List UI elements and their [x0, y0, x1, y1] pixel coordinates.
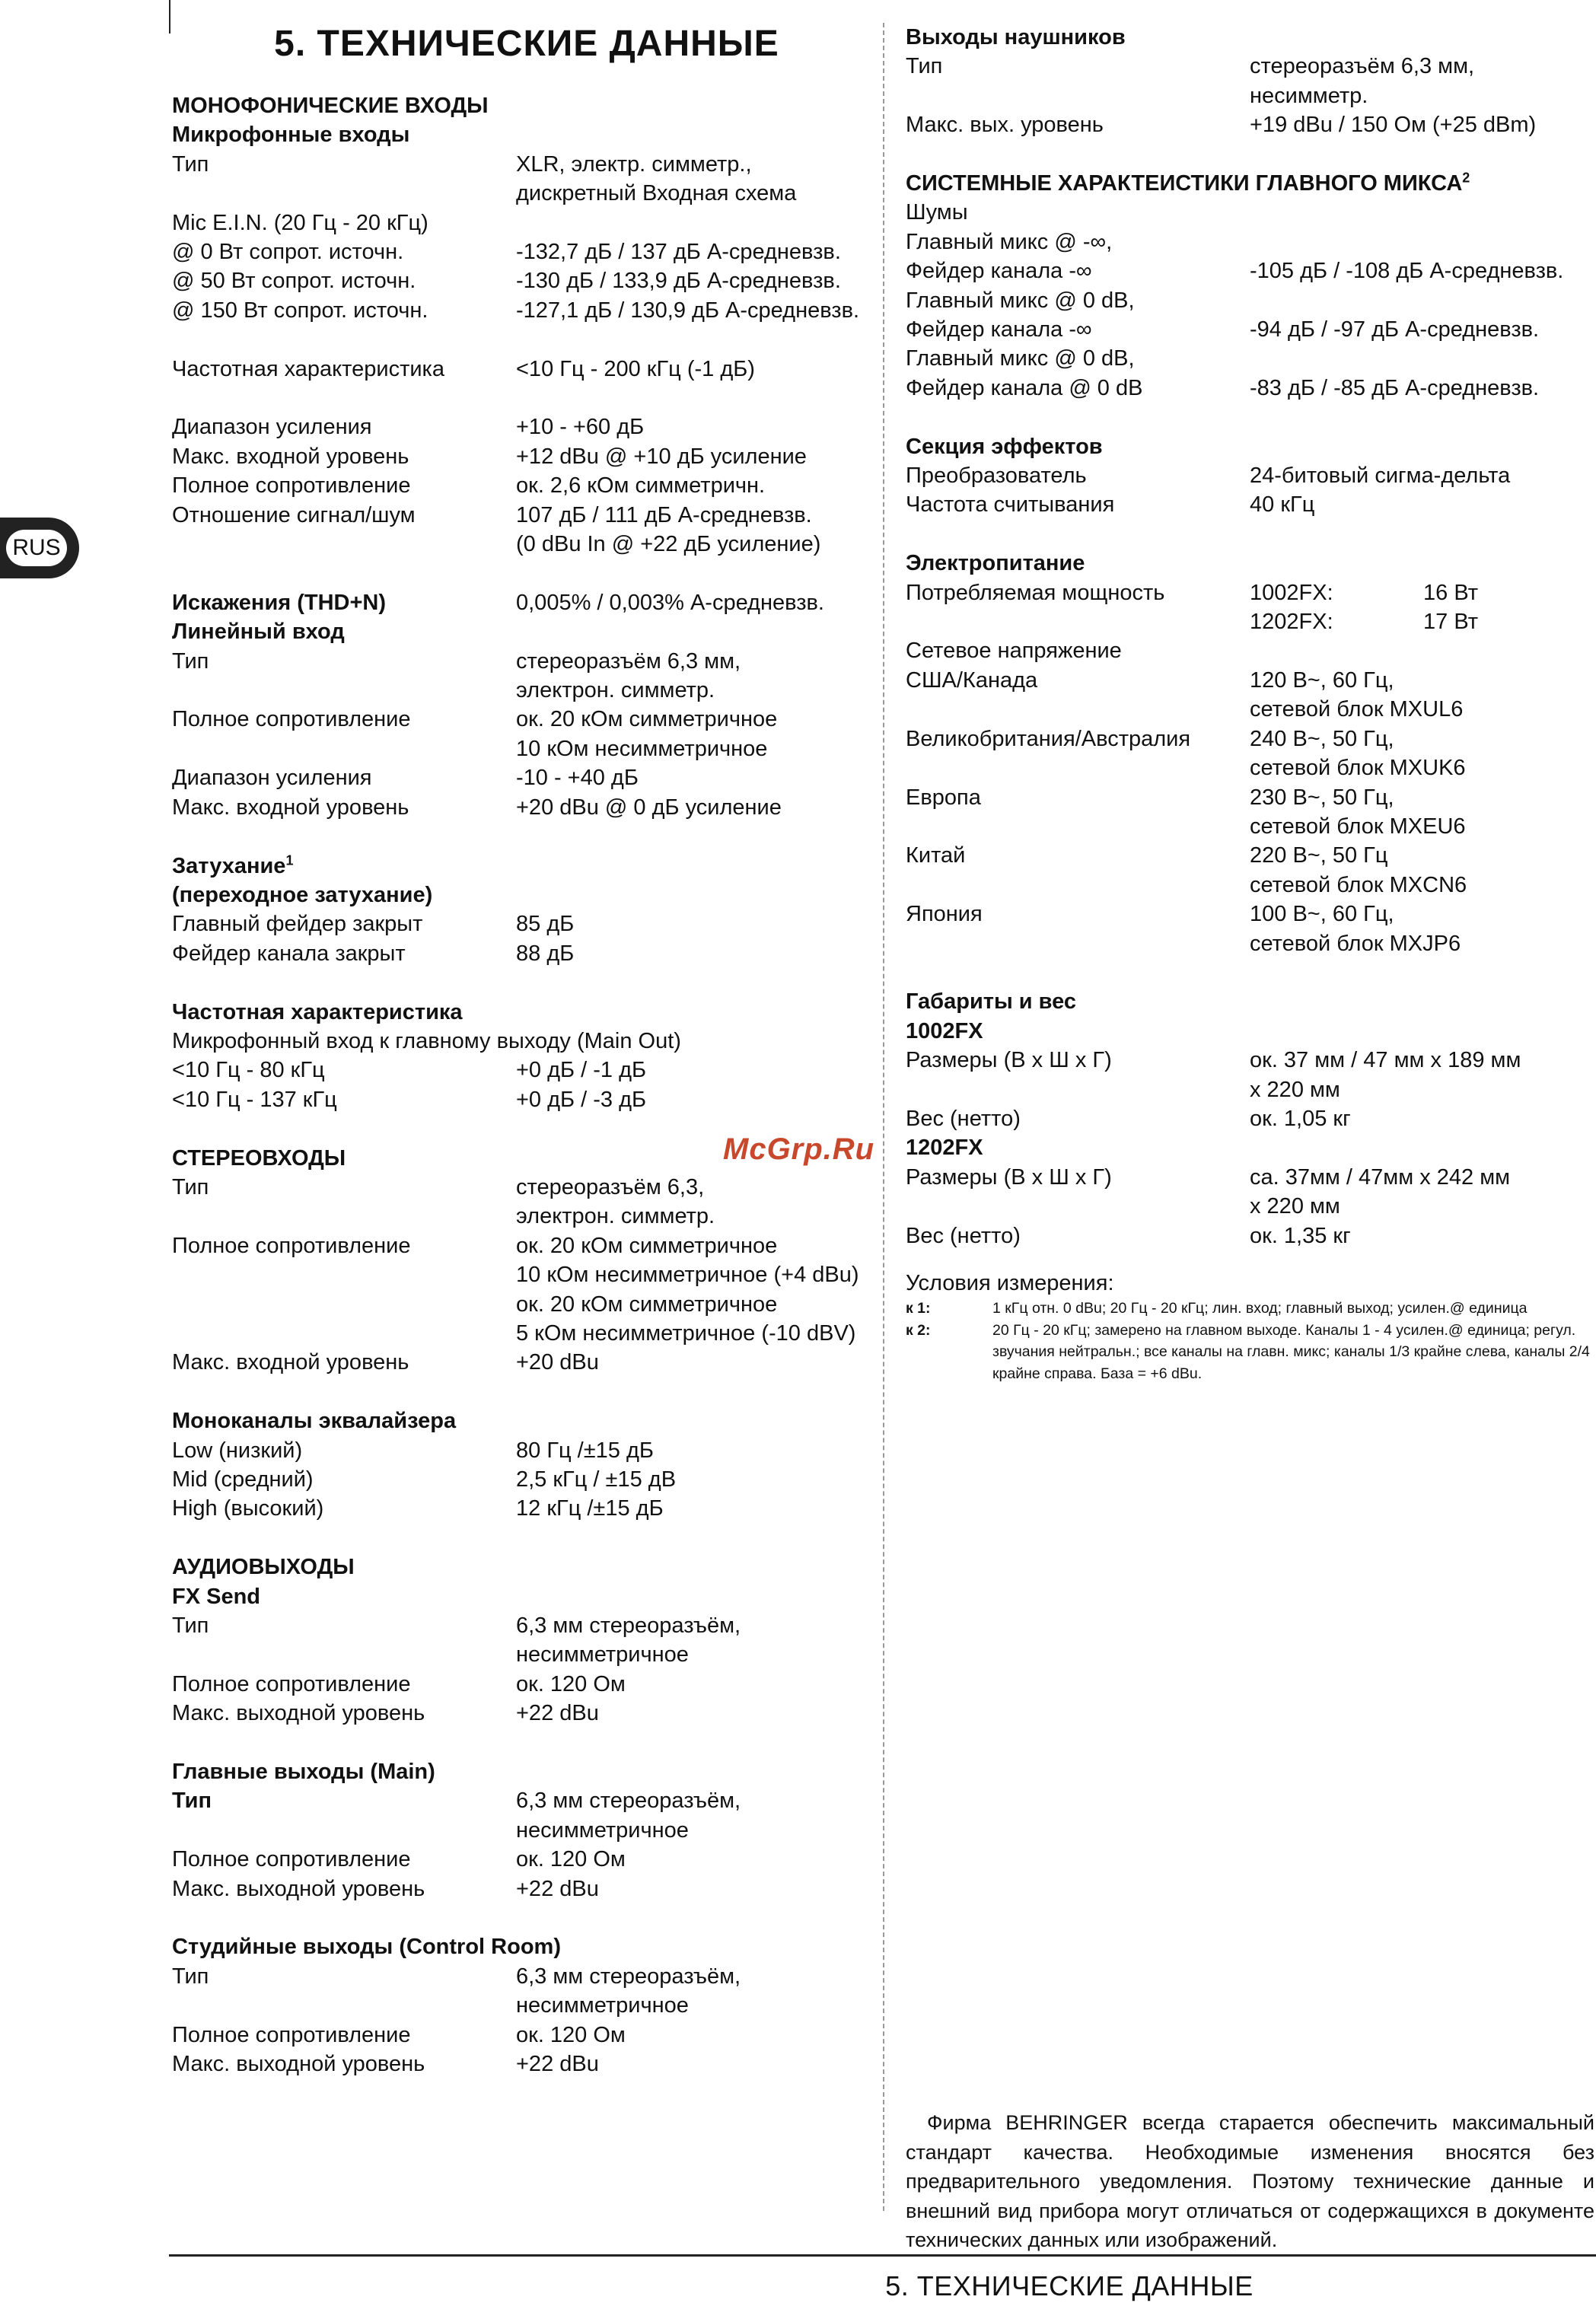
spec-row — [906, 1046, 1591, 1075]
spec-value: 85 дБ — [516, 912, 575, 937]
spec-label: @ 50 Вт сопрот. источн. — [172, 269, 416, 294]
spec-value: несимметр. — [1250, 83, 1368, 108]
spec-label: High (высокий) — [172, 1496, 324, 1521]
spec-label: Микрофонный вход к главному выходу (Main Out) — [172, 1028, 681, 1053]
spec-label: Low (низкий) — [172, 1438, 303, 1463]
spec-row — [906, 344, 1591, 373]
section-heading: Выходы наушников — [906, 25, 1126, 49]
spec-value: 6,3 мм стереоразъём, — [516, 1613, 741, 1638]
spec-row — [172, 1319, 872, 1348]
spec-row — [906, 636, 1591, 665]
spec-label: Mic E.I.N. (20 Гц - 20 кГц) — [172, 210, 428, 235]
spec-value: 17 Вт — [1423, 610, 1478, 635]
subsection-heading: FX Send — [172, 1584, 261, 1609]
spec-value: 6,3 мм стереоразъём, — [516, 1789, 741, 1814]
notes-heading: Условия измерения: — [906, 1271, 1114, 1295]
spec-label: Потребляемая мощность — [906, 580, 1165, 605]
spec-value: электрон. симметр. — [516, 678, 715, 703]
spec-label: Полное сопротивление — [172, 1233, 411, 1258]
spec-row — [172, 296, 872, 325]
spec-value: (0 dBu In @ +22 дБ усиление) — [516, 532, 821, 557]
spec-label: <10 Гц - 137 кГц — [172, 1087, 337, 1112]
spec-value: ок. 2,6 кОм симметричн. — [516, 473, 766, 499]
spec-value: сетевой блок MXCN6 — [1250, 872, 1467, 897]
spec-row — [172, 442, 872, 471]
spec-value: +20 dBu @ 0 дБ усиление — [516, 795, 782, 820]
spec-value: са. 37мм / 47мм х 242 мм — [1250, 1164, 1511, 1190]
spec-label: Китай — [906, 843, 966, 868]
footnote-marker: 1 — [285, 852, 294, 868]
spec-row — [906, 695, 1591, 724]
spec-label: Вес (нетто) — [906, 1106, 1021, 1131]
spec-value: несимметричное — [516, 1642, 689, 1668]
spec-label: Главный микс @ 0 dB, — [906, 288, 1135, 313]
spec-row — [172, 1640, 872, 1669]
spec-row — [172, 588, 872, 617]
spec-label: Макс. выходной уровень — [172, 2052, 425, 2077]
spec-row — [172, 1436, 872, 1465]
spec-value: 240 В~, 50 Гц, — [1250, 726, 1394, 751]
spec-row — [906, 929, 1591, 958]
spec-label: Преобразователь — [906, 463, 1087, 489]
spec-value: <10 Гц - 200 кГц (-1 дБ) — [516, 356, 755, 381]
spec-label: Фейдер канала -∞ — [906, 317, 1092, 342]
spec-row — [172, 763, 872, 792]
spec-row — [172, 2050, 872, 2078]
spec-row — [172, 1875, 872, 1903]
spec-value: ок. 1,35 кг — [1250, 1223, 1351, 1248]
spec-value: 230 В~, 50 Гц, — [1250, 785, 1394, 810]
spec-row — [906, 753, 1591, 782]
spec-value: х 220 мм — [1250, 1194, 1340, 1219]
spec-value: ок. 1,05 кг — [1250, 1106, 1351, 1131]
section-heading: (переходное затухание) — [172, 882, 433, 907]
spec-value: ок. 20 кОм симметричное — [516, 707, 778, 732]
spec-value: -10 - +40 дБ — [516, 766, 639, 791]
spec-row — [172, 2021, 872, 2050]
section-heading: Частотная характеристика — [172, 999, 463, 1024]
footnote-key: к 1: — [906, 1300, 931, 1317]
model-heading: 1202FX — [906, 1136, 983, 1161]
spec-row — [906, 1075, 1591, 1104]
footnote-marker: 2 — [1462, 170, 1470, 186]
spec-value: -130 дБ / 133,9 дБ А-средневзв. — [516, 269, 841, 294]
spec-label: Макс. выходной уровень — [172, 1876, 425, 1901]
spec-row — [172, 266, 872, 295]
spec-value: +22 dBu — [516, 2052, 599, 2077]
spec-row — [906, 490, 1591, 519]
watermark: McGrp.Ru — [723, 1132, 875, 1166]
spec-row — [172, 705, 872, 734]
spec-label: Тип — [172, 151, 209, 177]
spec-label: Вес (нетто) — [906, 1223, 1021, 1248]
spec-label: Главный фейдер закрыт — [172, 912, 423, 937]
spec-row — [172, 1085, 872, 1114]
spec-row — [906, 1192, 1591, 1221]
model-heading: 1002FX — [906, 1018, 983, 1043]
spec-row — [172, 1465, 872, 1494]
spec-value: -105 дБ / -108 дБ А-средневзв. — [1250, 259, 1564, 284]
left-column — [172, 91, 875, 2078]
section-heading: Габариты и вес — [906, 989, 1076, 1015]
spec-value: 24-битовый сигма-дельта — [1250, 463, 1511, 489]
section-heading: Электропитание — [906, 551, 1085, 576]
spec-row — [906, 783, 1591, 812]
spec-value: 120 В~, 60 Гц, — [1250, 667, 1394, 693]
spec-value: 100 В~, 60 Гц, — [1250, 902, 1394, 927]
spec-label: Сетевое напряжение — [906, 639, 1122, 664]
spec-row — [172, 1027, 872, 1056]
spec-row — [172, 355, 872, 384]
spec-row — [906, 725, 1591, 753]
spec-label: США/Канада — [906, 667, 1038, 693]
spec-value: ок. 20 кОм симметричное — [516, 1233, 778, 1258]
spec-label: Европа — [906, 785, 981, 810]
spec-row — [172, 793, 872, 822]
spec-label: Отношение сигнал/шум — [172, 502, 416, 527]
spec-label: Полное сопротивление — [172, 473, 411, 499]
spec-row — [172, 909, 872, 938]
spec-value: 220 В~, 50 Гц — [1250, 843, 1388, 868]
spec-value: -127,1 дБ / 130,9 дБ А-средневзв. — [516, 298, 860, 323]
spec-value: 2,5 кГц / ±15 дВ — [516, 1467, 677, 1492]
spec-value: +20 dBu — [516, 1350, 599, 1375]
subsection-heading: Линейный вход — [172, 620, 345, 645]
spec-row — [172, 413, 872, 441]
spec-row — [172, 1494, 872, 1523]
spec-label: Диапазон усиления — [172, 766, 372, 791]
spec-value: стереоразъём 6,3, — [516, 1174, 705, 1199]
spec-row — [172, 209, 872, 237]
spec-label: Полное сопротивление — [172, 1671, 411, 1696]
spec-value: +0 дБ / -1 дБ — [516, 1058, 647, 1083]
spec-label: Полное сопротивление — [172, 707, 411, 732]
spec-value: 12 кГц /±15 дБ — [516, 1496, 664, 1521]
spec-row — [172, 1670, 872, 1699]
spec-value: ок. 120 Ом — [516, 2022, 626, 2047]
spec-row — [172, 1290, 872, 1319]
spec-label: <10 Гц - 80 кГц — [172, 1058, 325, 1083]
spec-row — [906, 871, 1591, 900]
section-heading: Главные выходы (Main) — [172, 1760, 435, 1785]
spec-value: сетевой блок MXUL6 — [1250, 697, 1464, 722]
spec-value: 80 Гц /±15 дБ — [516, 1438, 654, 1463]
spec-label: Макс. выходной уровень — [172, 1701, 425, 1726]
spec-value: +0 дБ / -3 дБ — [516, 1087, 647, 1112]
spec-value: -94 дБ / -97 дБ А-средневзв. — [1250, 317, 1540, 342]
spec-row — [172, 179, 872, 208]
section-heading: Студийные выходы (Control Room) — [172, 1935, 561, 1960]
spec-value: -83 дБ / -85 дБ А-средневзв. — [1250, 375, 1540, 400]
spec-row — [906, 52, 1591, 81]
spec-label: Размеры (В х Ш х Г) — [906, 1048, 1112, 1073]
spec-row — [172, 471, 872, 500]
spec-value: дискретный Входная схема — [516, 181, 797, 206]
spec-value: стереоразъём 6,3 мм, — [516, 648, 741, 674]
spec-label: Тип — [172, 1613, 209, 1638]
spec-label: Фейдер канала закрыт — [172, 941, 406, 966]
spec-label: Макс. входной уровень — [172, 795, 409, 820]
spec-row — [906, 374, 1591, 403]
spec-row — [172, 676, 872, 705]
language-tab-label: RUS — [6, 530, 67, 566]
spec-value: 107 дБ / 111 дБ А-средневзв. — [516, 502, 812, 527]
spec-value: +12 dBu @ +10 дБ усиление — [516, 444, 807, 469]
section-heading: Моноканалы эквалайзера — [172, 1409, 457, 1434]
spec-value: +10 - +60 дБ — [516, 415, 645, 440]
spec-row — [906, 198, 1591, 227]
spec-row — [906, 812, 1591, 841]
spec-label: @ 0 Вт сопрот. источн. — [172, 240, 404, 265]
spec-label: Макс. входной уровень — [172, 1350, 409, 1375]
spec-label: Диапазон усиления — [172, 415, 372, 440]
spec-row — [172, 1962, 872, 1991]
spec-row — [906, 1163, 1591, 1192]
section-heading: АУДИОВЫХОДЫ — [172, 1555, 355, 1580]
spec-label: Великобритания/Австралия — [906, 726, 1191, 751]
spec-value: 40 кГц — [1250, 492, 1315, 518]
spec-row — [906, 900, 1591, 929]
spec-value: +22 dBu — [516, 1701, 599, 1726]
spec-value: сетевой блок MXEU6 — [1250, 814, 1466, 839]
spec-value: стереоразъём 6,3 мм, — [1250, 54, 1475, 79]
spec-value: х 220 мм — [1250, 1077, 1340, 1102]
spec-label: Mid (средний) — [172, 1467, 314, 1492]
disclaimer: Фирма BEHRINGER всегда старается обеспечить максимальный стандарт качества. Необходимые изменения вносятся без предварительного уведомления. Поэтому технические данные и внешний вид прибора могут отличаться от содержащихся в документе технических данных или изображений. — [906, 2111, 1594, 2251]
spec-label: Макс. вых. уровень — [906, 113, 1104, 138]
spec-value: 16 Вт — [1423, 580, 1478, 605]
spec-value: сетевой блок MXUK6 — [1250, 756, 1466, 781]
spec-row — [906, 578, 1591, 607]
spec-row — [172, 1260, 872, 1289]
spec-value: ок. 120 Ом — [516, 1847, 626, 1872]
spec-value: 6,3 мм стереоразъём, — [516, 1964, 741, 1989]
footnote — [906, 1298, 1591, 1320]
section-heading: СТЕРЕОВХОДЫ — [172, 1145, 346, 1171]
spec-label: Размеры (В х Ш х Г) — [906, 1164, 1112, 1190]
spec-row — [906, 841, 1591, 870]
spec-value: 10 кОм несимметричное (+4 dBu) — [516, 1263, 859, 1288]
spec-label: Макс. входной уровень — [172, 444, 409, 469]
spec-value: сетевой блок MXJP6 — [1250, 931, 1461, 956]
footnote-text: 1 кГц отн. 0 dBu; 20 Гц - 20 кГц; лин. вход; главный выход; усилен.@ единица — [992, 1300, 1528, 1317]
spec-value: 5 кОм несимметричное (-10 dBV) — [516, 1320, 856, 1346]
language-tab — [0, 518, 79, 578]
spec-row — [906, 228, 1591, 256]
spec-row — [906, 461, 1591, 490]
spec-row — [906, 1222, 1591, 1250]
spec-value: ок. 120 Ом — [516, 1671, 626, 1696]
footer-title: 5. ТЕХНИЧЕСКИЕ ДАННЫЕ — [885, 2270, 1254, 2301]
footnote — [906, 1320, 1591, 1385]
spec-row — [172, 1348, 872, 1377]
spec-row — [906, 286, 1591, 315]
spec-value: несимметричное — [516, 1993, 689, 2018]
spec-row — [172, 1845, 872, 1874]
spec-value: электрон. симметр. — [516, 1204, 715, 1229]
spec-value: 0,005% / 0,003% А-средневзв. — [516, 590, 824, 615]
spec-row — [906, 110, 1591, 139]
spec-row — [906, 607, 1591, 636]
spec-row — [172, 1056, 872, 1085]
spec-label: Тип — [172, 1964, 209, 1989]
spec-row — [906, 256, 1591, 285]
spec-row — [172, 939, 872, 968]
spec-value: 88 дБ — [516, 941, 575, 966]
spec-label: Главный микс @ 0 dB, — [906, 346, 1135, 371]
spec-label: Япония — [906, 902, 983, 927]
spec-row — [172, 530, 872, 559]
spec-label: Тип — [172, 648, 209, 674]
spec-label: Тип — [172, 1789, 212, 1814]
spec-label: Частотная характеристика — [172, 356, 445, 381]
spec-row — [172, 501, 872, 530]
spec-label: Главный микс @ -∞, — [906, 229, 1113, 254]
spec-label: Тип — [172, 1174, 209, 1199]
spec-label: @ 150 Вт сопрот. источн. — [172, 298, 428, 323]
spec-row — [172, 1991, 872, 2020]
spec-value: +19 dBu / 150 Ом (+25 dBm) — [1250, 113, 1537, 138]
spec-row — [172, 1231, 872, 1260]
spec-row — [906, 1104, 1591, 1133]
right-column — [906, 23, 1591, 1384]
spec-label: Шумы — [906, 200, 968, 225]
section-heading: СИСТЕМНЫЕ ХАРАКТЕИСТИКИ ГЛАВНОГО МИКСА$^2$ — [906, 170, 1470, 196]
spec-label: Тип — [906, 54, 943, 79]
column-divider — [883, 23, 884, 2211]
footnote-key: к 2: — [906, 1321, 931, 1339]
spec-value: ок. 37 мм / 47 мм х 189 мм — [1250, 1048, 1521, 1073]
page-title: 5. ТЕХНИЧЕСКИЕ ДАННЫЕ — [274, 24, 779, 64]
spec-value: 10 кОм несимметричное — [516, 736, 768, 761]
footnote-text: 20 Гц - 20 кГц; замерено на главном выходе. Каналы 1 - 4 усилен.@ единица; регул. звучания нейтральн.; все каналы на главн. микс; каналы 1/3 крайне слева, каналы 2/4 крайне справа. База = +6 dBu. — [992, 1321, 1590, 1382]
spec-row — [172, 1816, 872, 1845]
spec-label: Фейдер канала -∞ — [906, 259, 1092, 284]
spec-value: -132,7 дБ / 137 дБ А-средневзв. — [516, 240, 841, 265]
section-heading: Затухание$^1$ — [172, 852, 294, 878]
spec-row — [172, 1786, 872, 1815]
spec-label: Фейдер канала @ 0 dB — [906, 375, 1143, 400]
spec-value: XLR, электр. симметр., — [516, 151, 752, 177]
spec-row — [906, 315, 1591, 344]
spec-row — [172, 150, 872, 179]
spec-row — [172, 647, 872, 676]
spec-row — [172, 1202, 872, 1231]
model-name: 1002FX: — [1250, 580, 1333, 605]
subsection-heading: Микрофонные входы — [172, 123, 410, 148]
spec-row — [172, 1173, 872, 1202]
spec-row — [172, 734, 872, 763]
model-name: 1202FX: — [1250, 610, 1333, 635]
spec-value: +22 dBu — [516, 1876, 599, 1901]
spec-label: Полное сопротивление — [172, 1847, 411, 1872]
spec-value: несимметричное — [516, 1817, 689, 1843]
section-heading: Секция эффектов — [906, 434, 1103, 459]
spec-row — [172, 237, 872, 266]
spec-value: ок. 20 кОм симметричное — [516, 1292, 778, 1317]
spec-row — [172, 1699, 872, 1728]
spec-row — [172, 1611, 872, 1640]
spec-label: Искажения (THD+N) — [172, 590, 387, 615]
spec-row — [906, 81, 1591, 110]
spec-row — [906, 666, 1591, 695]
spec-label: Полное сопротивление — [172, 2022, 411, 2047]
spec-label: Частота считывания — [906, 492, 1115, 518]
section-heading: МОНОФОНИЧЕСКИЕ ВХОДЫ — [172, 94, 489, 118]
